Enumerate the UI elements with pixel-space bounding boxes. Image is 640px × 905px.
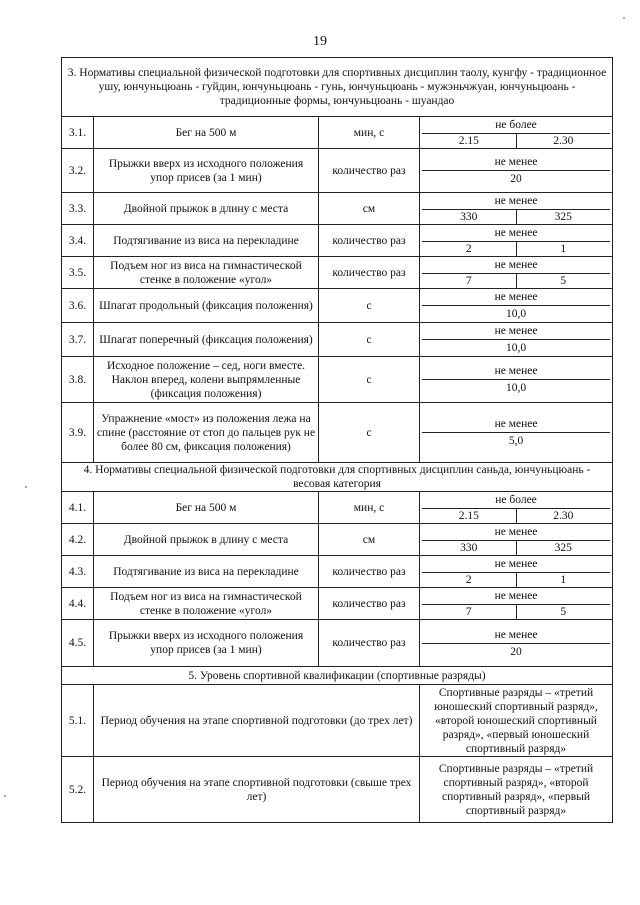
value-2: 325: [554, 542, 572, 554]
norm-label: не менее: [422, 154, 610, 171]
row-name: Шпагат продольный (фиксация положения): [94, 289, 319, 323]
row-number: 5.1.: [62, 685, 94, 757]
table-row: [62, 403, 613, 463]
row-unit: мин, с: [319, 492, 420, 524]
row-unit: количество раз: [319, 257, 420, 289]
table-row: [62, 289, 613, 323]
scan-speck: [623, 17, 625, 19]
scan-speck: [4, 795, 6, 797]
value-2: 325: [554, 211, 572, 223]
value: 5,0: [508, 435, 524, 447]
row-value: [420, 588, 613, 620]
table-row: [62, 588, 613, 620]
value-split: [422, 193, 610, 224]
row-number: 5.2.: [62, 757, 94, 823]
row-unit: количество раз: [319, 556, 420, 588]
row-name: Упражнение «мост» из положения лежа на спине (расстояние от стоп до пальцев рук не более 80 см, фиксация положения): [94, 403, 319, 463]
table-row: [62, 193, 613, 225]
row-name: Подъем ног из виса на гимнастической стенке в положение «угол»: [94, 588, 319, 620]
row-number: 3.6.: [62, 289, 94, 323]
section-title: 5. Уровень спортивной квалификации (спортивные разряды): [62, 667, 613, 685]
row-value: Спортивные разряды – «третий юношеский спортивный разряд», «второй юношеский спортивный разряд», «первый юношеский спортивный разряд»: [420, 685, 613, 757]
row-value: [420, 149, 613, 193]
row-value: [420, 257, 613, 289]
norm-label: не менее: [422, 416, 610, 433]
value-split: [422, 257, 610, 288]
row-name: Прыжки вверх из исходного положения упор присев (за 1 мин): [94, 620, 319, 667]
row-unit: с: [319, 289, 420, 323]
row-name: Бег на 500 м: [94, 117, 319, 149]
value-split: [422, 524, 610, 555]
value-1: 7: [422, 605, 517, 619]
row-value: [420, 193, 613, 225]
row-name: Подъем ног из виса на гимнастической стенке в положение «угол»: [94, 257, 319, 289]
norm-label: не менее: [422, 588, 610, 605]
value-split: [422, 117, 610, 148]
value-pair: [422, 274, 610, 288]
value-single: [422, 289, 610, 322]
row-name: Прыжки вверх из исходного положения упор присев (за 1 мин): [94, 149, 319, 193]
value-single: [422, 416, 610, 449]
row-name: Двойной прыжок в длину с места: [94, 524, 319, 556]
row-name: Подтягивание из виса на перекладине: [94, 225, 319, 257]
row-unit: количество раз: [319, 588, 420, 620]
row-number: 3.4.: [62, 225, 94, 257]
row-number: 3.9.: [62, 403, 94, 463]
value-2: 5: [560, 275, 567, 287]
row-unit: см: [319, 524, 420, 556]
value-2: 5: [560, 606, 567, 618]
norm-label: не менее: [422, 193, 610, 210]
row-name: Период обучения на этапе спортивной подготовки (до трех лет): [94, 685, 420, 757]
row-unit: количество раз: [319, 620, 420, 667]
page-number: 19: [313, 34, 327, 49]
row-value: [420, 357, 613, 403]
row-name: Подтягивание из виса на перекладине: [94, 556, 319, 588]
norm-label: не менее: [422, 556, 610, 573]
row-value: [420, 225, 613, 257]
norm-label: не более: [422, 117, 610, 134]
value-split: [422, 225, 610, 256]
value-split: [422, 556, 610, 587]
table-row: [62, 149, 613, 193]
value-single: [422, 154, 610, 187]
value: 10,0: [505, 308, 527, 320]
value-1: 7: [422, 274, 517, 288]
value: 10,0: [505, 382, 527, 394]
value-pair: [422, 509, 610, 523]
value-single: [422, 627, 610, 660]
row-value: [420, 403, 613, 463]
table-row: [62, 117, 613, 149]
norm-label: не менее: [422, 257, 610, 274]
row-unit: с: [319, 403, 420, 463]
row-number: 4.5.: [62, 620, 94, 667]
norm-label: не менее: [422, 363, 610, 380]
value-1: 2.15: [422, 509, 517, 523]
value-pair: [422, 605, 610, 619]
value-1: 2.15: [422, 134, 517, 148]
row-number: 3.5.: [62, 257, 94, 289]
value: 20: [510, 173, 522, 185]
row-name: Бег на 500 м: [94, 492, 319, 524]
table-row: [62, 357, 613, 403]
row-number: 4.1.: [62, 492, 94, 524]
table-row: [62, 225, 613, 257]
norm-label: не менее: [422, 225, 610, 242]
norm-label: не менее: [422, 524, 610, 541]
row-unit: количество раз: [319, 149, 420, 193]
section-title: 4. Нормативы специальной физической подготовки для спортивных дисциплин саньда, юнчуньцюань - весовая категория: [62, 463, 613, 492]
row-unit: с: [319, 357, 420, 403]
table-row: [62, 323, 613, 357]
row-name: Исходное положение – сед, ноги вместе. Наклон вперед, колени выпрямленные (фиксация положения): [94, 357, 319, 403]
table-row: [62, 257, 613, 289]
value: 20: [510, 645, 522, 658]
norm-label: не более: [422, 492, 610, 509]
row-number: 3.1.: [62, 117, 94, 149]
row-number: 4.4.: [62, 588, 94, 620]
value-1: 330: [422, 541, 517, 555]
row-value: [420, 556, 613, 588]
value-pair: [422, 134, 610, 148]
row-number: 3.8.: [62, 357, 94, 403]
table-row: [62, 524, 613, 556]
value-2: 1: [560, 574, 567, 586]
row-unit: см: [319, 193, 420, 225]
norm-label: не менее: [422, 289, 610, 306]
row-name: Шпагат поперечный (фиксация положения): [94, 323, 319, 357]
table-row: [62, 685, 613, 757]
value: 10,0: [505, 342, 527, 354]
table-row: [62, 492, 613, 524]
row-value: Спортивные разряды – «третий спортивный разряд», «второй спортивный разряд», «первый спортивный разряд»: [420, 757, 613, 823]
row-unit: количество раз: [319, 225, 420, 257]
table-row: [62, 556, 613, 588]
row-value: [420, 620, 613, 667]
table-row: [62, 620, 613, 667]
row-number: 4.3.: [62, 556, 94, 588]
value-pair: [422, 541, 610, 555]
row-number: 4.2.: [62, 524, 94, 556]
value-pair: [422, 210, 610, 224]
value-pair: [422, 242, 610, 256]
value-2: 2.30: [553, 135, 574, 147]
row-unit: с: [319, 323, 420, 357]
value-2: 2.30: [553, 510, 574, 522]
row-number: 3.7.: [62, 323, 94, 357]
section-title: 3. Нормативы специальной физической подготовки для спортивных дисциплин таолу, кунгфу - традиционное ушу, юнчуньцюань - гуйдин, юнчуньцюань - гунь, юнчуньцюань - мужэньчжуан, юнчуньцюань - традиционные формы, юнчуньцюань - шуандао: [62, 58, 613, 117]
row-value: [420, 289, 613, 323]
value-1: 330: [422, 210, 517, 224]
table-row: [62, 757, 613, 823]
value-single: [422, 363, 610, 396]
row-unit: мин, с: [319, 117, 420, 149]
row-value: [420, 524, 613, 556]
value-1: 2: [422, 242, 517, 256]
value-single: [422, 323, 610, 356]
norm-label: не менее: [422, 627, 610, 644]
value-2: 1: [560, 243, 567, 255]
scan-speck: [25, 486, 27, 488]
row-value: [420, 117, 613, 149]
norms-table: [61, 57, 613, 823]
value-1: 2: [422, 573, 517, 587]
row-number: 3.2.: [62, 149, 94, 193]
row-value: [420, 492, 613, 524]
row-value: [420, 323, 613, 357]
value-split: [422, 492, 610, 523]
value-pair: [422, 573, 610, 587]
row-name: Двойной прыжок в длину с места: [94, 193, 319, 225]
value-split: [422, 588, 610, 619]
norm-label: не менее: [422, 323, 610, 340]
row-name: Период обучения на этапе спортивной подготовки (свыше трех лет): [94, 757, 420, 823]
row-number: 3.3.: [62, 193, 94, 225]
